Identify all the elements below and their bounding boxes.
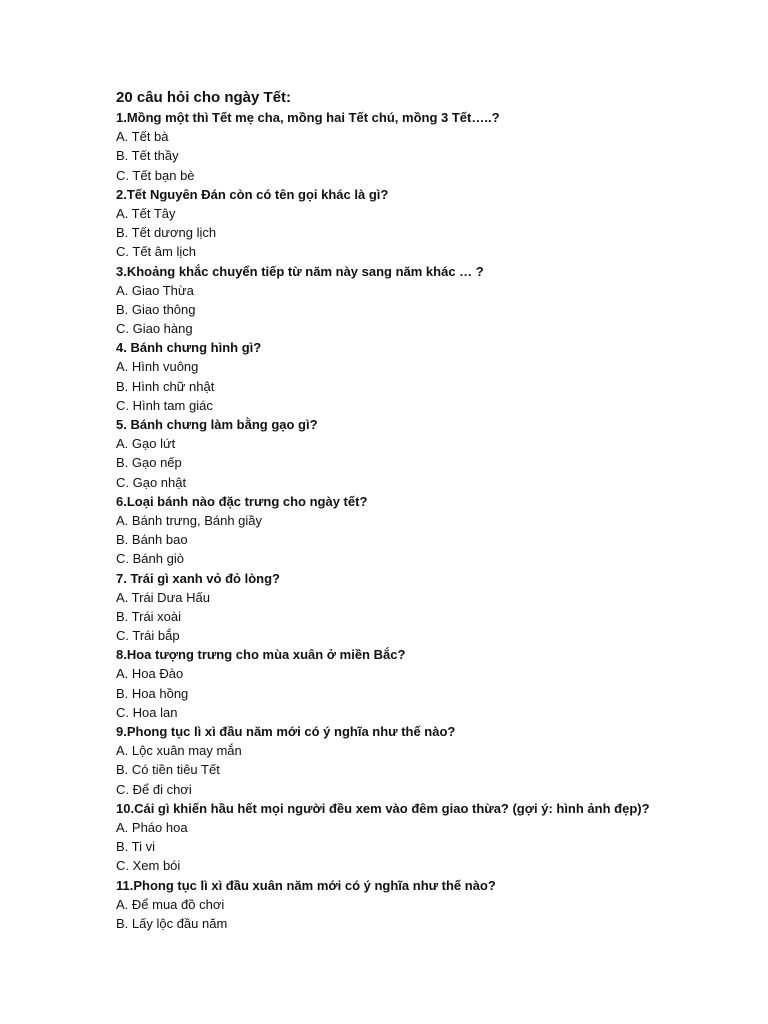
question-1-option-b: B. Tết thầy: [116, 148, 179, 164]
question-5: 5. Bánh chưng làm bằng gạo gì?: [116, 417, 318, 432]
question-2-option-b: B. Tết dương lịch: [116, 225, 217, 241]
question-5-option-c: C. Gạo nhật: [116, 474, 187, 490]
question-9-option-c: C. Để đi chơi: [116, 781, 192, 797]
question-8-option-a: A. Hoa Đào: [116, 666, 184, 682]
question-10-option-b: B. Ti vi: [116, 839, 156, 855]
question-10-option-a: A. Pháo hoa: [116, 819, 188, 835]
question-8-option-c: C. Hoa lan: [116, 704, 178, 720]
question-7-option-b: B. Trái xoài: [116, 608, 182, 624]
question-10-option-c: C. Xem bói: [116, 858, 181, 874]
question-7: 7. Trái gì xanh vỏ đỏ lòng?: [116, 570, 280, 586]
question-5-option-b: B. Gạo nếp: [116, 455, 182, 471]
question-10: 10.Cái gì khiến hầu hết mọi người đều xem vào đêm giao thừa? (gợi ý: hình ảnh đẹp)?: [116, 800, 650, 816]
question-4-option-c: C. Hình tam giác: [116, 397, 213, 413]
question-6-option-c: C. Bánh giò: [116, 551, 184, 567]
question-4: 4. Bánh chưng hình gì?: [116, 340, 262, 356]
question-4-option-a: A. Hình vuông: [116, 359, 199, 375]
document-page: [116, 88, 736, 933]
question-2-option-c: C. Tết âm lịch: [116, 244, 196, 260]
question-11-option-b: B. Lấy lộc đầu năm: [116, 915, 228, 931]
question-6-option-a: A. Bánh trưng, Bánh giầy: [116, 512, 263, 528]
question-6: 6.Loại bánh nào đặc trưng cho ngày tết?: [116, 493, 368, 509]
question-3-option-c: C. Giao hàng: [116, 321, 193, 337]
question-9: 9.Phong tục lì xì đầu năm mới có ý nghĩa như thế nào?: [116, 724, 456, 739]
question-2-option-a: A. Tết Tây: [116, 205, 176, 221]
question-7-option-c: C. Trái bắp: [116, 628, 180, 644]
question-3-option-a: A. Giao Thừa: [116, 282, 194, 298]
document-title: 20 câu hỏi cho ngày Tết:: [116, 89, 292, 106]
question-8: 8.Hoa tượng trưng cho mùa xuân ở miền Bắc?: [116, 647, 406, 663]
question-list: [116, 108, 736, 933]
question-9-option-b: B. Có tiền tiêu Tết: [116, 762, 220, 778]
question-7-option-a: A. Trái Dưa Hấu: [116, 589, 210, 605]
question-3-option-b: B. Giao thông: [116, 301, 196, 317]
question-1: 1.Mồng một thì Tết mẹ cha, mồng hai Tết chú, mồng 3 Tết…..?: [116, 110, 500, 125]
question-8-option-b: B. Hoa hồng: [116, 685, 189, 701]
question-11-option-a: A. Để mua đồ chơi: [116, 896, 225, 912]
question-9-option-a: A. Lộc xuân may mắn: [116, 743, 242, 759]
question-5-option-a: A. Gạo lứt: [116, 436, 176, 452]
question-1-option-a: A. Tết bà: [116, 129, 169, 145]
question-4-option-b: B. Hình chữ nhật: [116, 378, 215, 394]
question-11: 11.Phong tục lì xì đầu xuân năm mới có ý nghĩa như thế nào?: [116, 877, 496, 893]
question-6-option-b: B. Bánh bao: [116, 532, 188, 548]
question-2: 2.Tết Nguyên Đán còn có tên gọi khác là gì?: [116, 186, 389, 202]
question-1-option-c: C. Tết bạn bè: [116, 167, 195, 183]
question-3: 3.Khoảng khắc chuyển tiếp từ năm này sang năm khác … ?: [116, 263, 484, 279]
